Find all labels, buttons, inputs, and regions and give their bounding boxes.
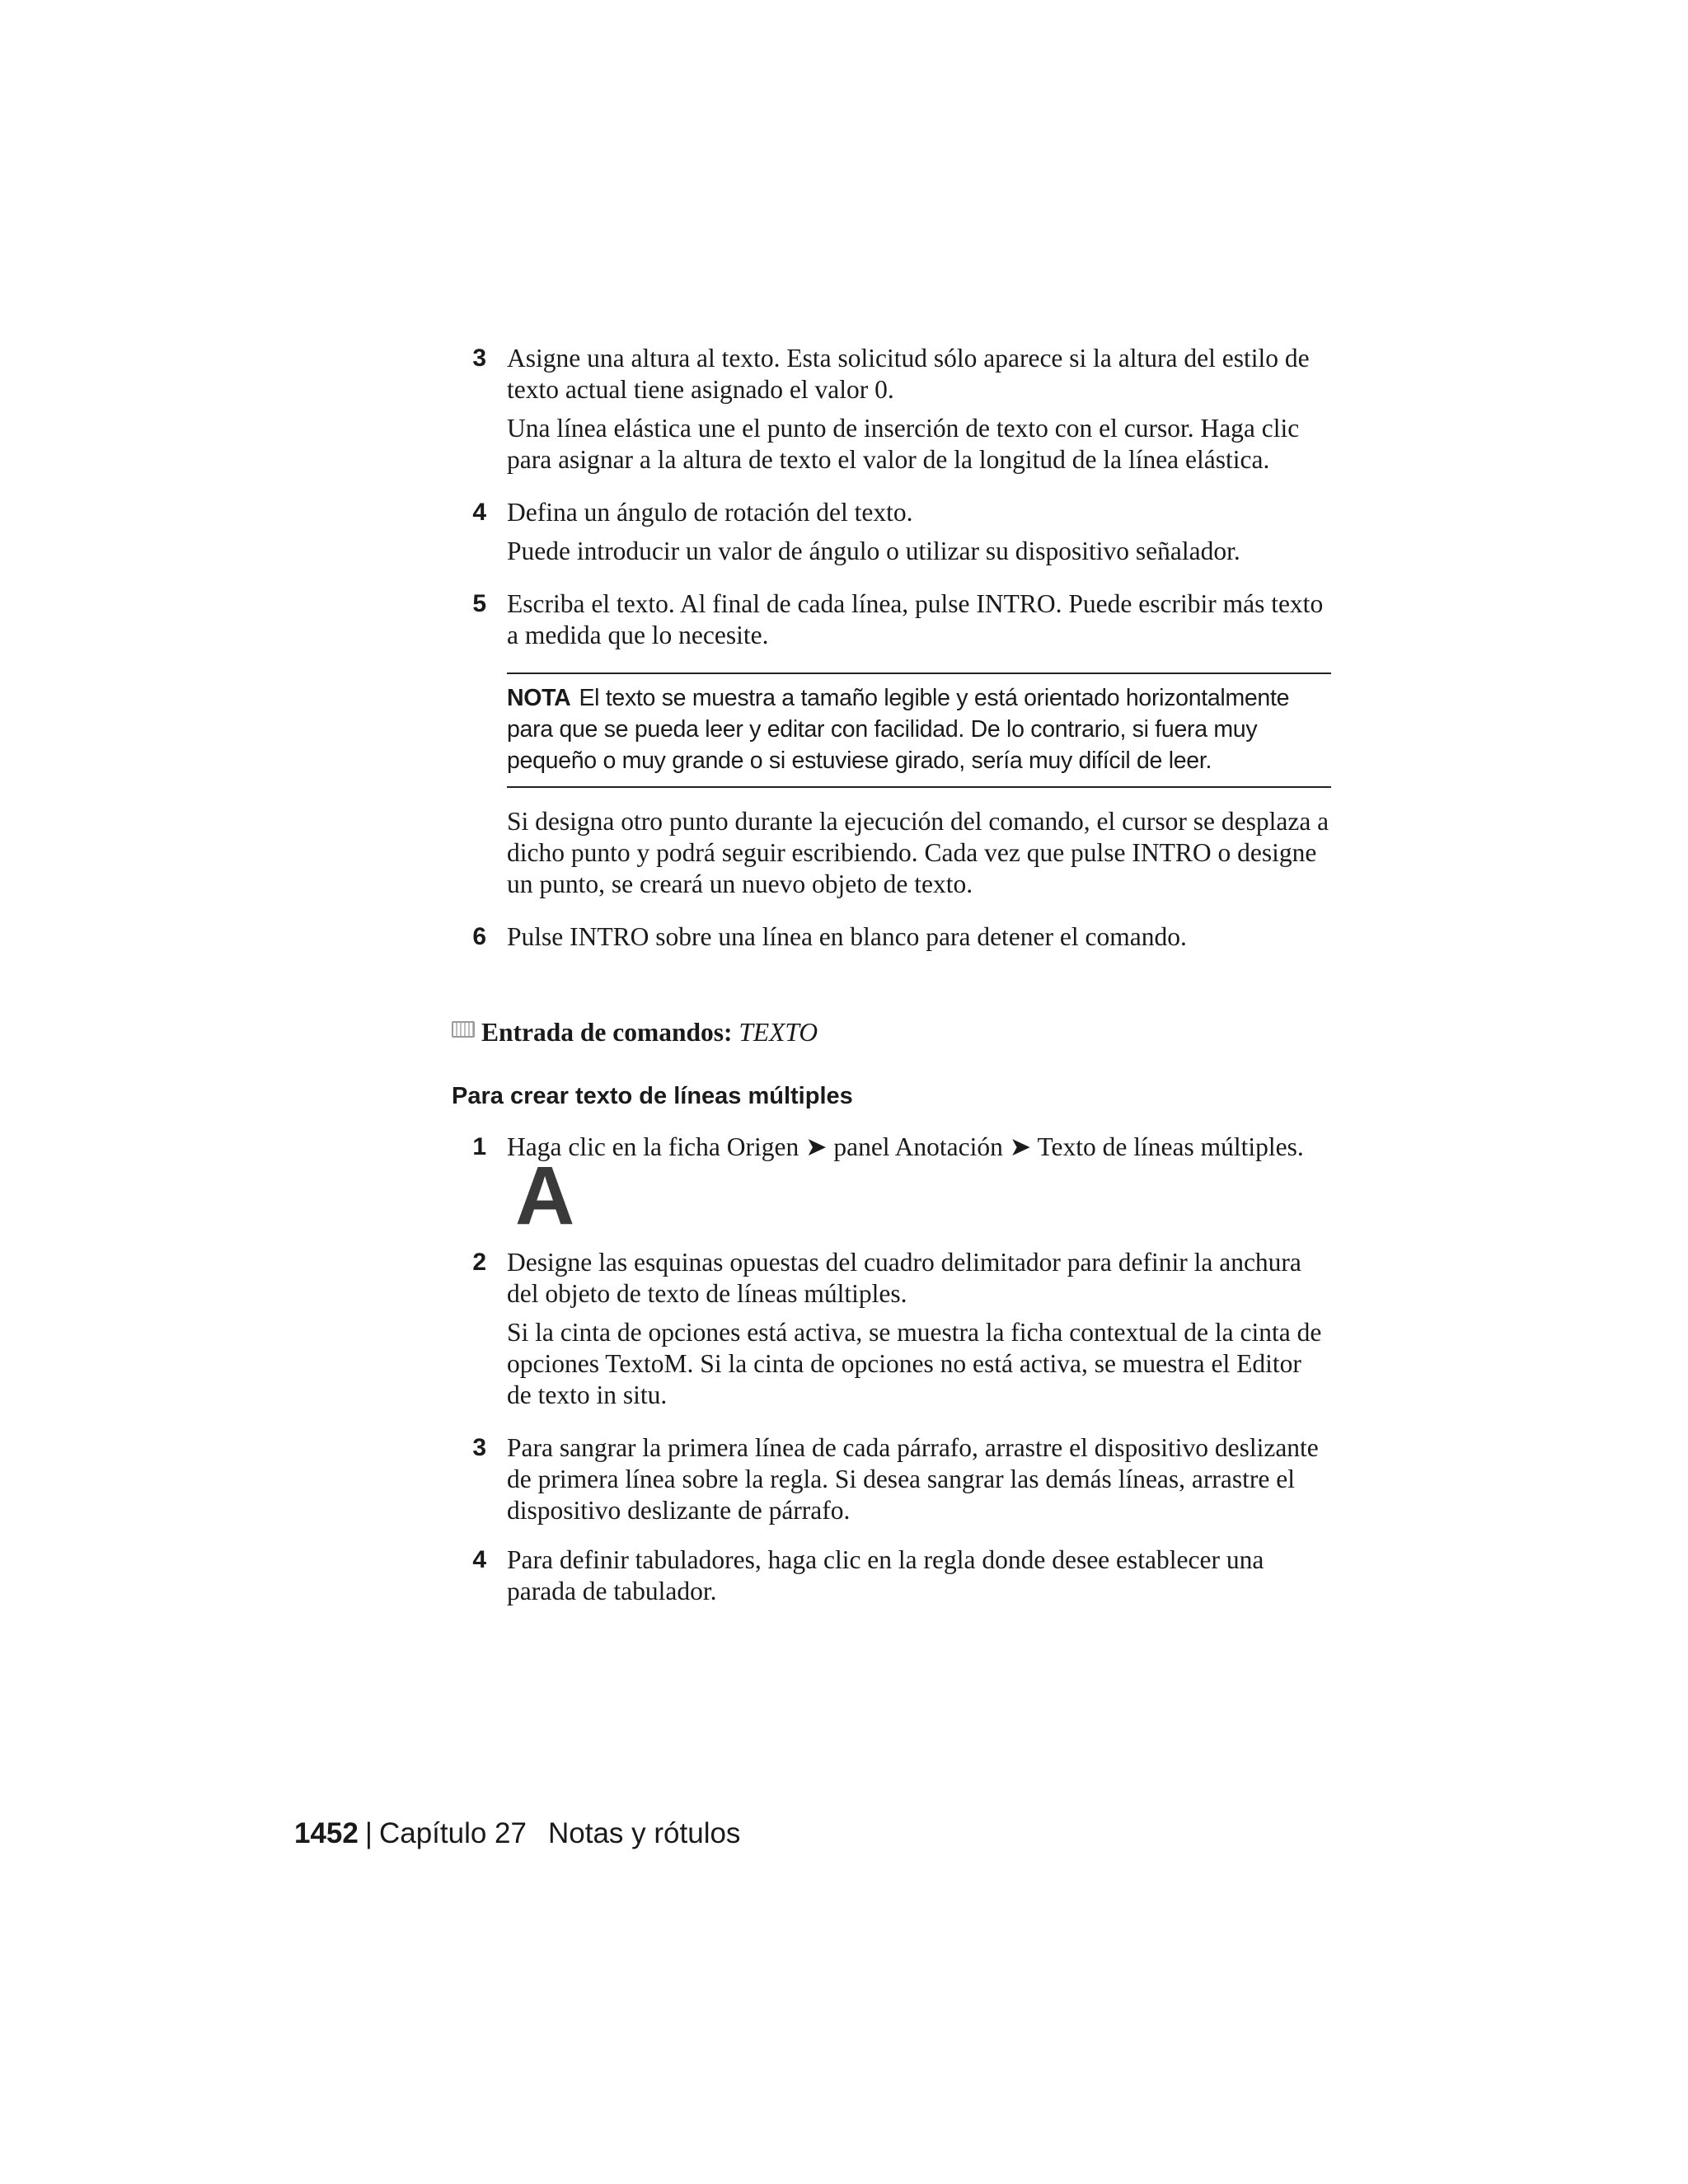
step-text: Pulse INTRO sobre una línea en blanco para detener el comando. xyxy=(507,922,1187,951)
step-5-continued xyxy=(466,806,1331,900)
page-number: 1452 xyxy=(294,1817,359,1849)
note-label: NOTA xyxy=(507,685,571,711)
step-number: 5 xyxy=(472,590,486,617)
step-detail: Una línea elástica une el punto de inserción de texto con el cursor. Haga clic para asignar a la altura de texto el valor de la longitud de la línea elástica. xyxy=(507,414,1300,474)
command-value: TEXTO xyxy=(738,1018,818,1047)
note-box xyxy=(507,673,1331,788)
step-4b xyxy=(466,1544,1331,1607)
step-text: Asigne una altura al texto. Esta solicitud sólo aparece si la altura del estilo de texto actual tiene asignado el valor 0. xyxy=(507,344,1310,404)
step-2 xyxy=(466,1247,1331,1411)
step-text: Para sangrar la primera línea de cada párrafo, arrastre el dispositivo deslizante de primera línea sobre la regla. Si desea sangrar las demás líneas, arrastre el dispositivo deslizante de párrafo. xyxy=(507,1433,1319,1525)
footer-separator: | xyxy=(364,1817,373,1849)
step-number: 4 xyxy=(472,1546,486,1573)
step-detail: Puede introducir un valor de ángulo o utilizar su dispositivo señalador. xyxy=(507,537,1240,565)
step-text: Haga clic en la ficha Origen ➤ panel Anotación ➤ Texto de líneas múltiples. xyxy=(507,1132,1304,1161)
section-heading: Para crear texto de líneas múltiples xyxy=(452,1083,853,1109)
step-text: Escriba el texto. Al final de cada línea, pulse INTRO. Puede escribir más texto a medida que lo necesite. xyxy=(507,589,1324,649)
step-number: 2 xyxy=(472,1249,486,1276)
step-5 xyxy=(466,588,1331,651)
step-number: 1 xyxy=(472,1133,486,1160)
multiline-text-icon: A xyxy=(515,1150,575,1242)
step-number: 3 xyxy=(472,1434,486,1461)
step-detail: Si designa otro punto durante la ejecución del comando, el cursor se desplaza a dicho punto y podrá seguir escribiendo. Cada vez que pulse INTRO o designe un punto, se creará un nuevo objeto de texto. xyxy=(507,807,1329,898)
step-1 xyxy=(466,1132,1331,1242)
step-6 xyxy=(466,921,1331,953)
lower-steps xyxy=(466,1132,1331,1607)
step-number: 6 xyxy=(472,923,486,950)
command-label: Entrada de comandos: xyxy=(481,1018,733,1047)
step-detail: Si la cinta de opciones está activa, se muestra la ficha contextual de la cinta de opciones TextoM. Si la cinta de opciones no está activa, se muestra el Editor de texto in situ. xyxy=(507,1318,1322,1409)
step-number: 4 xyxy=(472,499,486,526)
command-entry xyxy=(452,1016,818,1049)
step-text: Defina un ángulo de rotación del texto. xyxy=(507,498,913,527)
step-4 xyxy=(466,497,1331,567)
step-number: 3 xyxy=(472,344,486,372)
chapter-label: Capítulo 27 xyxy=(378,1817,527,1849)
step-3 xyxy=(466,343,1331,476)
upper-steps xyxy=(466,343,1331,953)
step-text: Designe las esquinas opuestas del cuadro delimitador para definir la anchura del objeto de texto de líneas múltiples. xyxy=(507,1248,1301,1308)
note-text: El texto se muestra a tamaño legible y está orientado horizontalmente para que se pueda leer y editar con facilidad. De lo contrario, si fuera muy pequeño o muy grande o si estuviese girado, sería muy difícil de leer. xyxy=(507,685,1290,774)
step-3b xyxy=(466,1432,1331,1526)
step-text: Para definir tabuladores, haga clic en la regla donde desee establecer una parada de tabulador. xyxy=(507,1545,1264,1605)
page-footer xyxy=(294,1816,740,1852)
chapter-title: Notas y rótulos xyxy=(548,1817,741,1849)
keyboard-icon xyxy=(452,1021,475,1038)
